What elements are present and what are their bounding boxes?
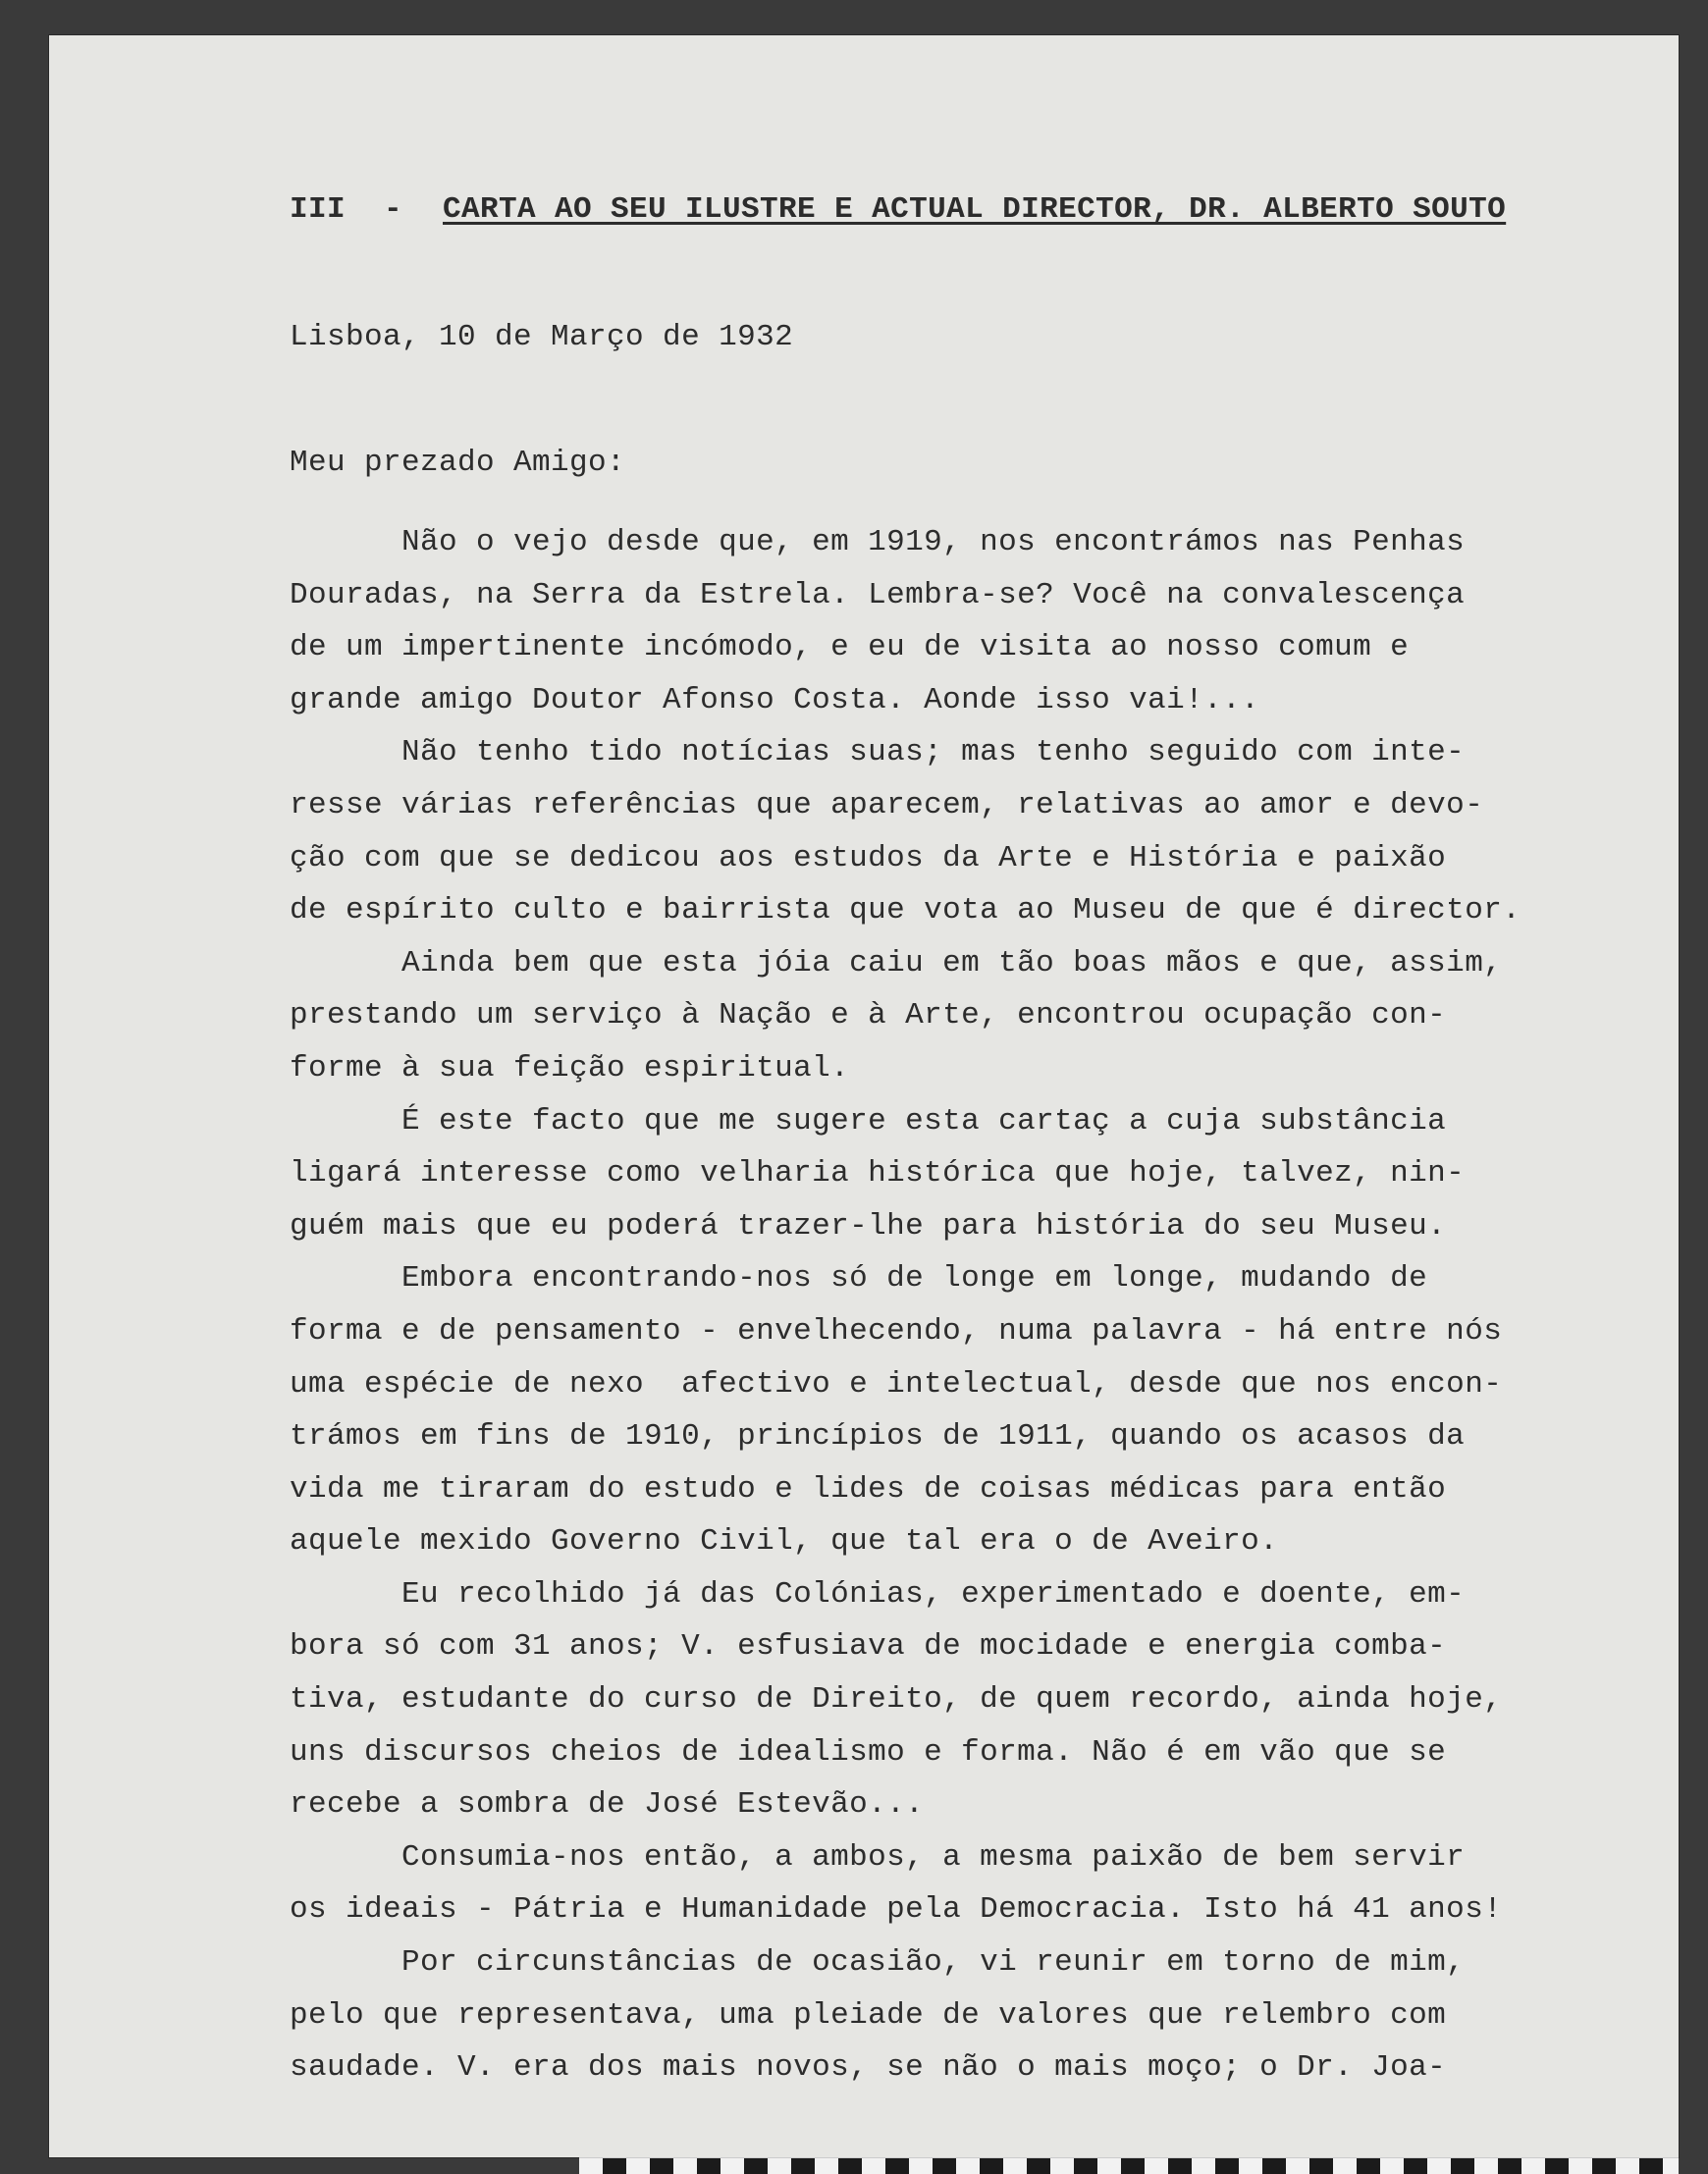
text-line: grande amigo Doutor Afonso Costa. Aonde isso vai!... [290,682,1260,717]
salutation: Meu prezado Amigo: [290,446,626,480]
paragraph [290,1936,1610,2094]
text-line: trámos em fins de 1910, princípios de 1911, quando os acasos da [290,1419,1466,1455]
document-page [49,35,1679,2157]
section-heading [290,192,1610,227]
text-line: os ideais - Pátria e Humanidade pela Democracia. Isto há 41 anos! [290,1892,1503,1928]
section-number: III [290,192,347,227]
letter-title: CARTA AO SEU ILUSTRE E ACTUAL DIRECTOR, DR. ALBERTO SOUTO [443,192,1507,227]
text-line: resse várias referências que aparecem, relativas ao amor e devo- [290,787,1484,822]
paragraph [290,1568,1610,1831]
paragraph [290,516,1610,726]
text-line: Não o vejo desde que, em 1919, nos encontrámos nas Penhas [290,525,1466,559]
text-line: Ainda bem que esta jóia caiu em tão boas mãos e que, assim, [290,945,1503,981]
paragraph [290,726,1610,936]
text-line: Consumia-nos então, a ambos, a mesma paixão de bem servir [290,1839,1466,1875]
text-line: É este facto que me sugere esta cartaç a cuja substância [290,1103,1447,1139]
text-line: ligará interesse como velharia histórica que hoje, talvez, nin- [290,1156,1466,1192]
text-line: uma espécie de nexo afectivo e intelectual, desde que nos encon- [290,1366,1503,1402]
text-line: Embora encontrando-nos só de longe em longe, mudando de [290,1261,1428,1297]
paragraph [290,1831,1610,1936]
heading-dash: - [384,192,403,227]
scale-ruler [579,2157,1679,2174]
text-line: recebe a sombra de José Estevão... [290,1787,925,1823]
text-line: Eu recolhido já das Colónias, experimentado e doente, em- [290,1576,1466,1612]
text-line: pelo que representava, uma pleiade de valores que relembro com [290,1997,1447,2033]
letter-date: Lisboa, 10 de Março de 1932 [290,320,794,354]
paragraph [290,1095,1610,1253]
text-line: de um impertinente incómodo, e eu de visita ao nosso comum e [290,630,1410,665]
text-line: Douradas, na Serra da Estrela. Lembra-se? Você na convalescença [290,577,1466,612]
text-line: aquele mexido Governo Civil, que tal era o de Aveiro. [290,1524,1279,1560]
text-line: Não tenho tido notícias suas; mas tenho seguido com inte- [290,735,1466,770]
text-line: ção com que se dedicou aos estudos da Arte e História e paixão [290,840,1447,875]
text-line: guém mais que eu poderá trazer-lhe para história do seu Museu. [290,1208,1447,1244]
text-line: bora só com 31 anos; V. esfusiava de mocidade e energia comba- [290,1629,1447,1665]
text-line: prestando um serviço à Nação e à Arte, encontrou ocupação con- [290,998,1447,1034]
text-line: de espírito culto e bairrista que vota ao Museu de que é director. [290,893,1521,928]
text-line: forme à sua feição espiritual. [290,1050,850,1086]
text-line: uns discursos cheios de idealismo e forma. Não é em vão que se [290,1734,1447,1770]
text-line: Por circunstâncias de ocasião, vi reunir em torno de mim, [290,1945,1466,1981]
paragraph [290,1252,1610,1568]
text-line: tiva, estudante do curso de Direito, de quem recordo, ainda hoje, [290,1682,1503,1718]
paragraph [290,937,1610,1095]
text-line: vida me tiraram do estudo e lides de coisas médicas para então [290,1471,1447,1507]
text-line: saudade. V. era dos mais novos, se não o mais moço; o Dr. Joa- [290,2050,1447,2086]
letter-body [290,516,1610,2094]
text-line: forma e de pensamento - envelhecendo, numa palavra - há entre nós [290,1313,1503,1349]
